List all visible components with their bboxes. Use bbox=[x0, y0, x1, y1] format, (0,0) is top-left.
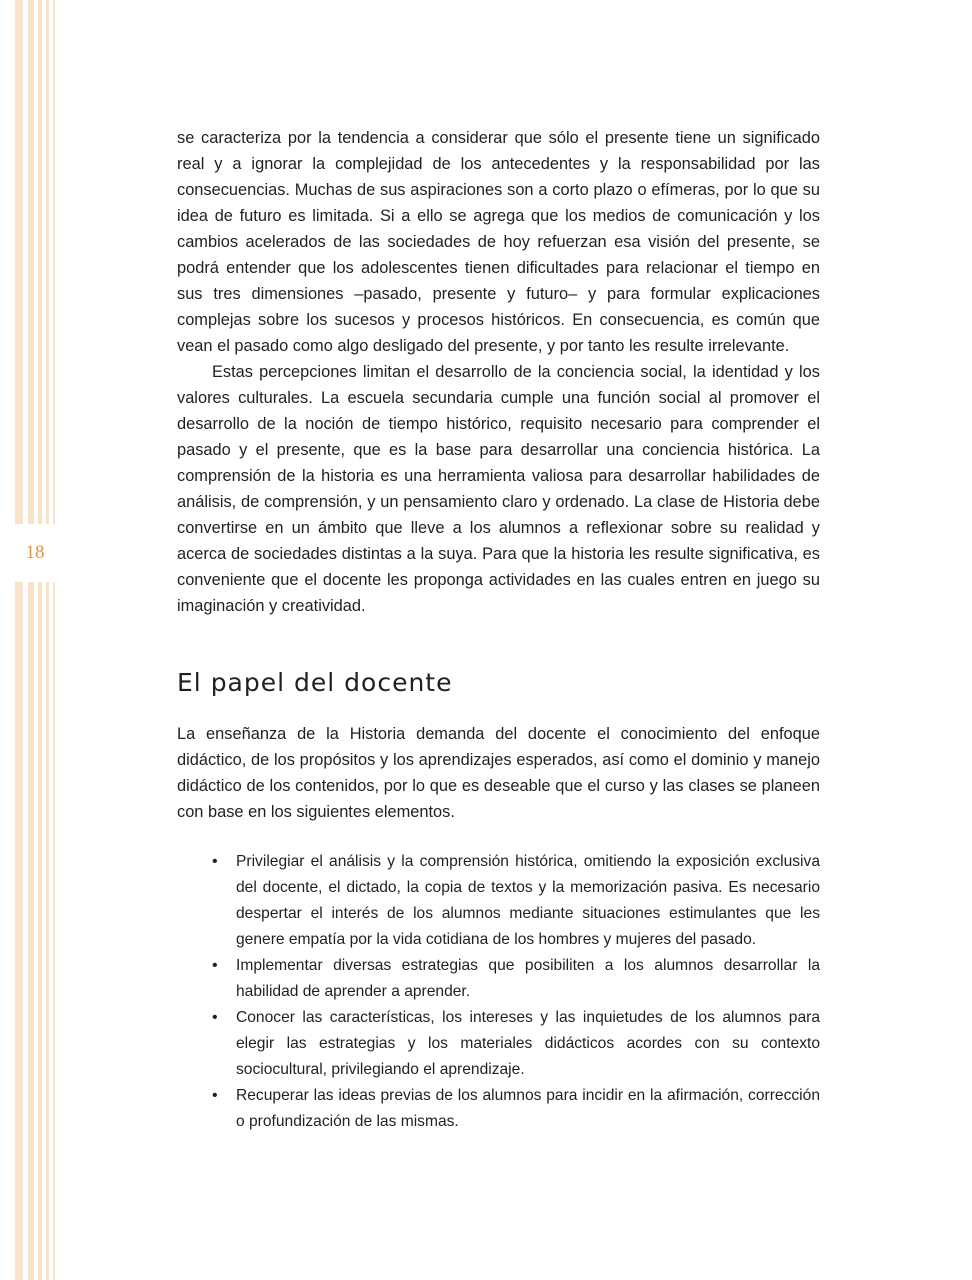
bullet-list bbox=[177, 849, 820, 1135]
margin-stripe bbox=[53, 0, 55, 1280]
body-paragraph: se caracteriza por la tendencia a considerar que sólo el presente tiene un significado real y a ignorar la complejidad de los antecedentes y la responsabilidad por las consecuencias. Muchas de sus aspiraciones son a corto plazo o efímeras, por lo que su idea de futuro es limitada. Si a ello se agrega que los medios de comunicación y los cambios acelerados de las sociedades de hoy refuerzan esa visión del presente, se podrá entender que los adolescentes tienen dificultades para relacionar el tiempo en sus tres dimensiones –pasado, presente y futuro– y para formular explicaciones complejas sobre los sucesos y procesos históricos. En consecuencia, es común que vean el pasado como algo desligado del presente, y por tanto les resulte irrelevante. bbox=[177, 129, 820, 355]
list-item bbox=[212, 1083, 820, 1135]
list-item bbox=[212, 1005, 820, 1083]
list-item-text: Privilegiar el análisis y la comprensión histórica, omitiendo la exposición exclusiva del docente, el dictado, la copia de textos y la memorización pasiva. Es necesario despertar el interés de los alumnos mediante situaciones estimulantes que les genere empatía por la vida cotidiana de los hombres y mujeres del pasado. bbox=[236, 853, 820, 948]
body-paragraph: Estas percepciones limitan el desarrollo de la conciencia social, la identidad y los valores culturales. La escuela secundaria cumple una función social al promover el desarrollo de la noción de tiempo histórico, requisito necesario para comprender el pasado y el presente, que es la base para desarrollar una conciencia histórica. La comprensión de la historia es una herramienta valiosa para desarrollar habilidades de análisis, de comprensión, y un pensamiento claro y ordenado. La clase de Historia debe convertirse en un ámbito que lleve a los alumnos a reflexionar sobre su realidad y acerca de sociedades distintas a la suya. Para que la historia les resulte significativa, es conveniente que el docente les proponga actividades en las cuales entren en juego su imaginación y creatividad. bbox=[177, 363, 820, 615]
page-body bbox=[177, 125, 820, 1135]
bullet-icon: • bbox=[212, 853, 218, 870]
list-item bbox=[212, 953, 820, 1005]
margin-stripe bbox=[28, 0, 34, 1280]
margin-stripe bbox=[15, 0, 23, 1280]
list-item-text: Recuperar las ideas previas de los alumnos para incidir en la afirmación, corrección o profundización de las mismas. bbox=[236, 1087, 820, 1130]
bullet-icon: • bbox=[212, 957, 218, 974]
page-number: 18 bbox=[25, 542, 45, 563]
section-intro-paragraph: La enseñanza de la Historia demanda del docente el conocimiento del enfoque didáctico, de los propósitos y los aprendizajes esperados, así como el dominio y manejo didáctico de los contenidos, por lo que es deseable que el curso y las clases se planeen con base en los siguientes elementos. bbox=[177, 725, 820, 821]
list-item bbox=[212, 849, 820, 953]
margin-stripe bbox=[46, 0, 49, 1280]
bullet-icon: • bbox=[212, 1009, 218, 1026]
list-item-text: Conocer las características, los intereses y las inquietudes de los alumnos para elegir las estrategias y los materiales didácticos acordes con su contexto sociocultural, privilegiando el aprendizaje. bbox=[236, 1009, 820, 1078]
section-heading: El papel del docente bbox=[177, 668, 453, 697]
margin-stripe bbox=[38, 0, 42, 1280]
bullet-icon: • bbox=[212, 1087, 218, 1104]
list-item-text: Implementar diversas estrategias que posibiliten a los alumnos desarrollar la habilidad de aprender a aprender. bbox=[236, 957, 820, 1000]
